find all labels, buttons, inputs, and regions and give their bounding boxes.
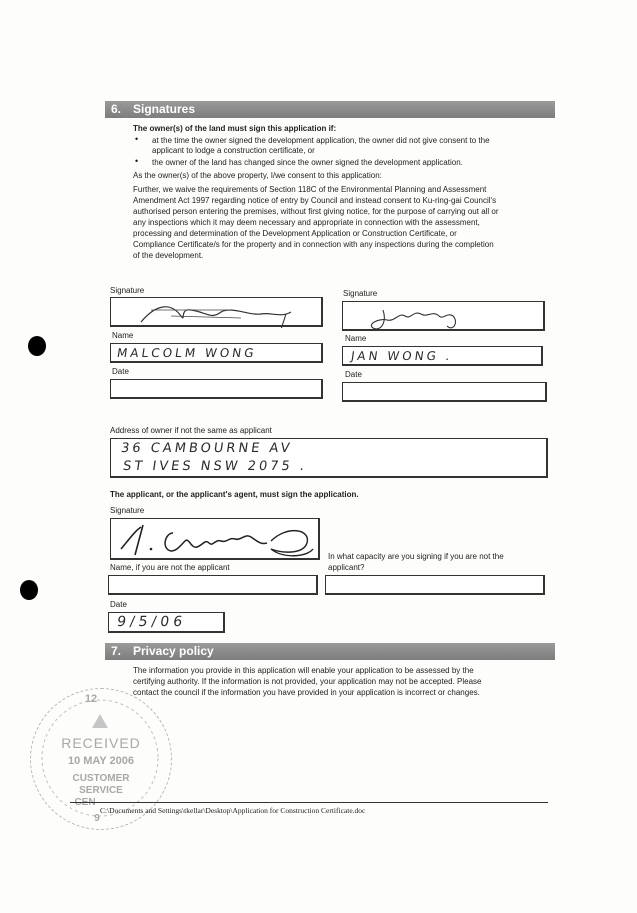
owner-heading: The owner(s) of the land must sign this application if: — [133, 124, 337, 133]
punch-hole-bottom — [20, 580, 38, 600]
applicant-name-label: Name, if you are not the applicant — [110, 563, 230, 572]
waiver-line: any inspections which it may deem necessary and appropriate in connection with the assessment, — [133, 218, 480, 227]
waiver-line: processing and determination of the Development Application or Construction Certificate, or — [133, 229, 457, 238]
privacy-line: contact the council if the information you have provided in your application is incorrect or changes. — [133, 688, 480, 697]
owner-address-label: Address of owner if not the same as applicant — [110, 426, 272, 435]
section-header-signatures — [105, 101, 555, 118]
owner1-name-label: Name — [112, 331, 134, 340]
stamp-received: RECEIVED — [61, 735, 141, 751]
owner2-signature-label: Signature — [343, 289, 378, 298]
bullet-2: the owner of the land has changed since the owner signed the development application. — [152, 158, 463, 167]
owner2-name-value: JAN WONG . — [350, 349, 454, 363]
stamp-date: 10 MAY 2006 — [67, 755, 135, 767]
waiver-line: authorised person entering the premises, without first giving notice, for the purpose of carrying out all or — [133, 207, 499, 216]
privacy-line: certifying authority. If the information is not provided, your application may not be accepted. Please — [133, 677, 482, 686]
owner-address-line-2: ST IVES NSW 2075 . — [121, 459, 309, 474]
consent-line: As the owner(s) of the above property, I/we consent to this application: — [133, 171, 382, 180]
stamp-customer: CUSTOMER — [72, 773, 130, 784]
owner2-signature-scribble — [343, 302, 546, 332]
waiver-line: of the development. — [133, 251, 204, 260]
privacy-line: The information you provide in this application will enable your application to be assessed by the — [133, 666, 474, 675]
applicant-date-field[interactable] — [108, 612, 225, 633]
owner-address-field[interactable] — [110, 438, 548, 478]
applicant-date-label: Date — [110, 600, 127, 609]
section-header-privacy — [105, 643, 555, 660]
owner2-date-field[interactable] — [342, 382, 547, 402]
applicant-heading: The applicant, or the applicant's agent, must sign the application. — [110, 490, 359, 499]
bullet-icon: • — [135, 134, 139, 144]
stamp-service: SERVICE — [79, 785, 123, 796]
applicant-signature-field[interactable] — [110, 518, 320, 560]
owner1-name-field[interactable] — [110, 343, 323, 363]
stamp-top-number: 12 — [84, 693, 98, 705]
owner1-signature-label: Signature — [110, 286, 145, 295]
owner1-date-field[interactable] — [110, 379, 323, 399]
capacity-label-line-2: applicant? — [328, 563, 365, 572]
section-number: 6. — [111, 102, 122, 116]
section-title: Signatures — [133, 102, 196, 116]
applicant-signature-label: Signature — [110, 506, 145, 515]
capacity-label-line-1: In what capacity are you signing if you are not the — [328, 552, 504, 561]
applicant-signature-scribble — [111, 519, 321, 561]
waiver-line: Amendment Act 1997 regarding notice of entry by Council and instead consent to Ku-ring-gai Council's — [133, 196, 497, 205]
owner2-name-field[interactable] — [342, 346, 543, 366]
punch-hole-top — [28, 336, 46, 356]
bullet-1-line-1: at the time the owner signed the development application, the owner did not give consent to the — [152, 136, 490, 145]
applicant-name-field[interactable] — [108, 575, 318, 595]
waiver-line: Further, we waive the requirements of Section 118C of the Environmental Planning and Assessment — [133, 185, 487, 194]
section-title: Privacy policy — [133, 644, 214, 658]
owner1-name-value: MALCOLM WONG — [116, 346, 258, 360]
owner1-signature-field[interactable] — [110, 297, 323, 327]
owner2-date-label: Date — [345, 370, 362, 379]
owner-address-line-1: 36 CAMBOURNE AV — [119, 441, 294, 456]
bullet-1-line-2: applicant to lodge a construction certificate, or — [152, 146, 315, 155]
section-number: 7. — [111, 644, 122, 658]
footer-file-path: C:\Documents and Settings\tkellar\Desktop\Application for Construction Certificate.doc — [100, 806, 366, 815]
owner2-name-label: Name — [345, 334, 367, 343]
footer-rule — [70, 802, 548, 803]
owner1-date-label: Date — [112, 367, 129, 376]
stamp-bottom-number: 9 — [94, 813, 100, 824]
bullet-icon: • — [135, 156, 139, 166]
applicant-date-value: 9/5/06 — [115, 614, 188, 630]
owner2-signature-field[interactable] — [342, 301, 545, 331]
waiver-line: Compliance Certificate/s for the property and in connection with any inspections during the completion — [133, 240, 494, 249]
owner1-signature-scribble — [111, 298, 324, 328]
capacity-field[interactable] — [325, 575, 545, 595]
